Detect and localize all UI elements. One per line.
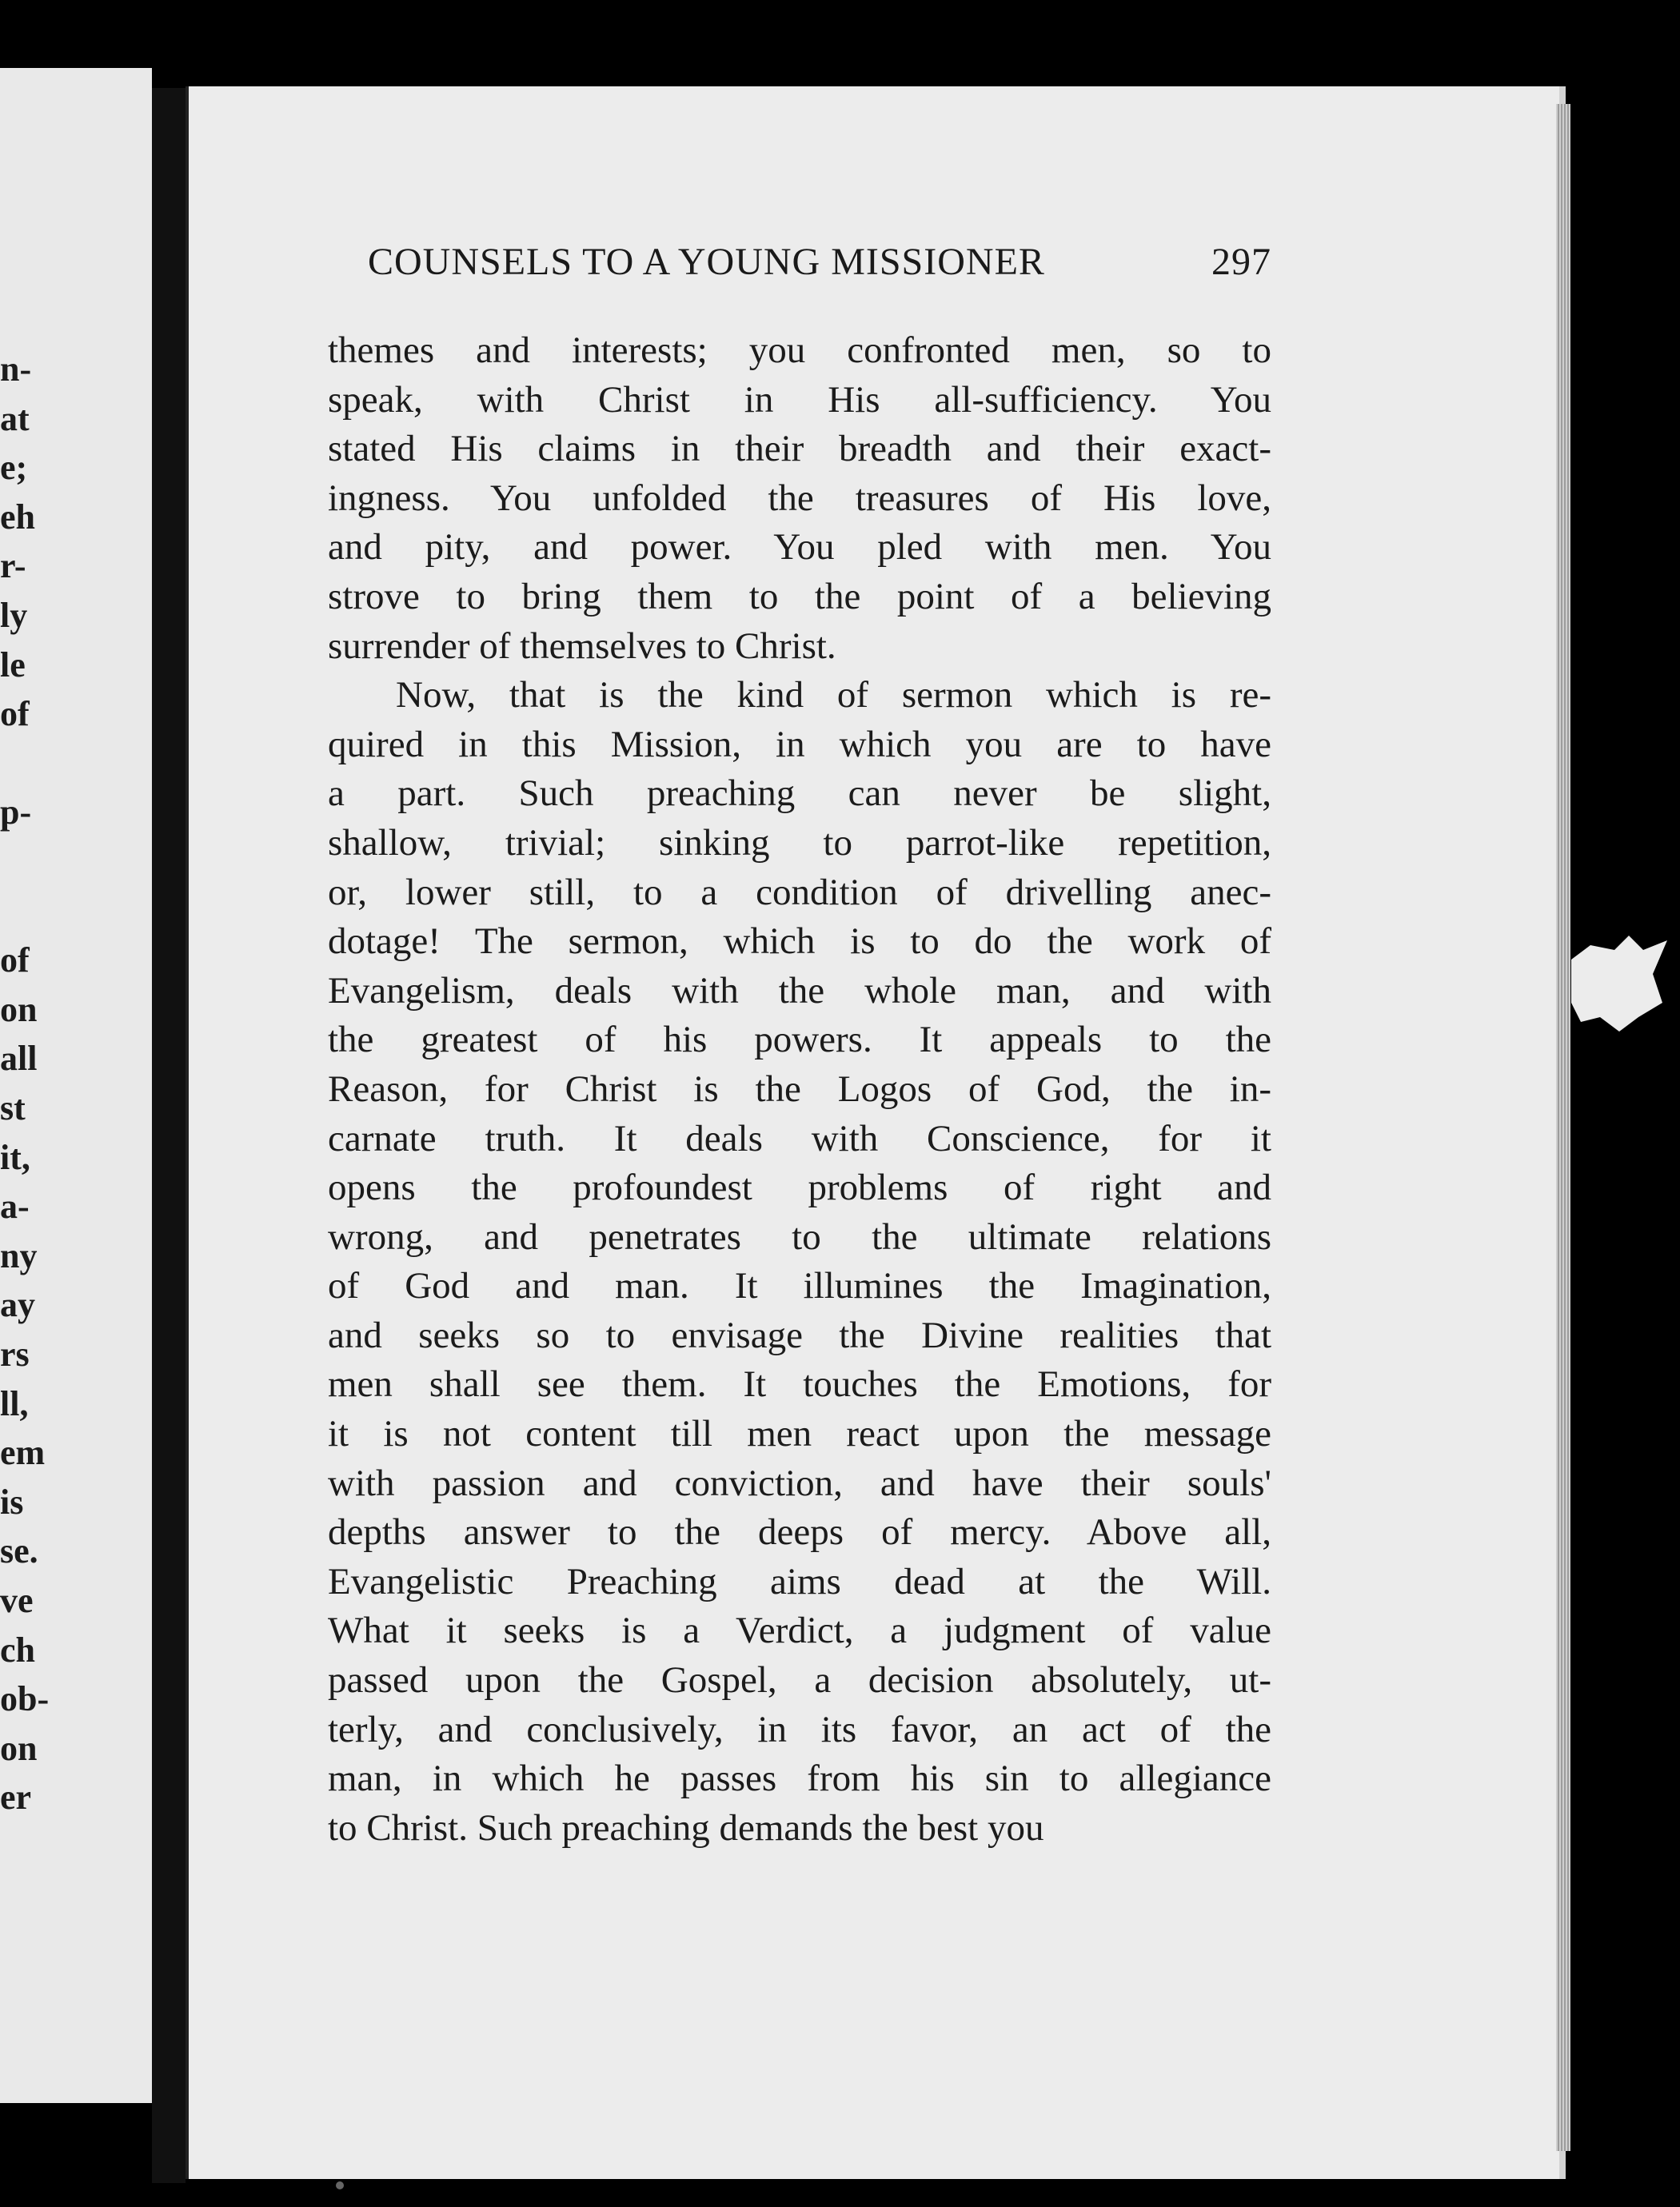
text-line: the greatest of his powers. It appeals to the [328,1019,1271,1061]
text-line: depths answer to the deeps of mercy. Above all, [328,1511,1271,1554]
left-page-fragment: p- [0,792,32,832]
left-page-fragment: st [0,1088,26,1127]
left-page-fragment: eh [0,497,35,537]
left-page-fragment: n- [0,349,32,389]
left-page-fragment: r- [0,546,26,586]
text-line: shallow, trivial; sinking to parrot-like repetition, [328,821,1271,864]
paper-tear [1571,936,1667,1032]
left-page-fragment: it, [0,1137,30,1177]
left-page-fragment: ny [0,1235,38,1275]
left-page-fragment: is [0,1482,24,1522]
left-page-fragment: em [0,1433,46,1473]
left-page-fragment: ay [0,1285,35,1325]
left-page-fragment: ob- [0,1679,50,1719]
text-line: Now, that is the kind of sermon which is re- [396,674,1271,716]
left-page-fragment: all [0,1039,38,1079]
left-page-fragment: a- [0,1187,30,1227]
left-page-fragment: ch [0,1630,35,1670]
book-gutter [152,88,186,2183]
text-line: it is not content till men react upon the message [328,1413,1271,1455]
text-line: strove to bring them to the point of a believing [328,575,1271,617]
text-line: of God and man. It illumines the Imagination, [328,1265,1271,1307]
text-line: Reason, for Christ is the Logos of God, the in- [328,1068,1271,1110]
text-line: or, lower still, to a condition of drivelling anec- [328,871,1271,913]
text-line: opens the profoundest problems of right and [328,1167,1271,1209]
text-line: stated His claims in their breadth and their exact- [328,428,1271,470]
text-line: speak, with Christ in His all-sufficiency. You [328,378,1271,421]
page-edge [1556,104,1570,2151]
text-line: surrender of themselves to Christ. [328,625,836,667]
left-page-fragment: at [0,398,30,438]
text-line: themes and interests; you confronted men, so to [328,329,1271,371]
left-page-fragment: e; [0,448,28,488]
text-line: with passion and conviction, and have their souls' [328,1462,1271,1504]
left-page-fragment: er [0,1778,32,1818]
text-line: ingness. You unfolded the treasures of His love, [328,477,1271,519]
running-head: COUNSELS TO A YOUNG MISSIONER [368,241,1045,283]
page-number: 297 [1211,241,1271,283]
text-line: dotage! The sermon, which is to do the work of [328,920,1271,963]
text-line: quired in this Mission, in which you are to have [328,723,1271,765]
scan-speck [336,2181,344,2189]
left-page-fragment: se. [0,1531,38,1571]
text-line: carnate truth. It deals with Conscience, for it [328,1117,1271,1159]
left-page-fragment: ve [0,1581,34,1620]
text-line: wrong, and penetrates to the ultimate relations [328,1215,1271,1258]
text-line: and pity, and power. You pled with men. You [328,526,1271,569]
left-page-fragment: le [0,645,26,684]
text-line: man, in which he passes from his sin to allegiance [328,1758,1271,1800]
left-page-fragment: on [0,989,38,1029]
text-line: a part. Such preaching can never be slight, [328,772,1271,815]
left-page-fragment: of [0,694,30,734]
left-page-fragment: of [0,940,30,980]
left-page-fragment: ly [0,596,28,635]
text-line: to Christ. Such preaching demands the best you [328,1806,1044,1849]
text-line: and seeks so to envisage the Divine realities that [328,1314,1271,1356]
text-line: terly, and conclusively, in its favor, an act of the [328,1708,1271,1750]
text-line: Evangelistic Preaching aims dead at the Will. [328,1560,1271,1602]
text-line: men shall see them. It touches the Emotions, for [328,1363,1271,1406]
body-text [328,326,1271,1853]
text-line: Evangelism, deals with the whole man, and with [328,969,1271,1012]
text-line: passed upon the Gospel, a decision absolutely, ut- [328,1659,1271,1702]
left-page-fragment: ll, [0,1383,29,1423]
left-page-fragment: rs [0,1335,30,1374]
text-line: What it seeks is a Verdict, a judgment of value [328,1610,1271,1652]
left-page-fragment: on [0,1728,38,1768]
